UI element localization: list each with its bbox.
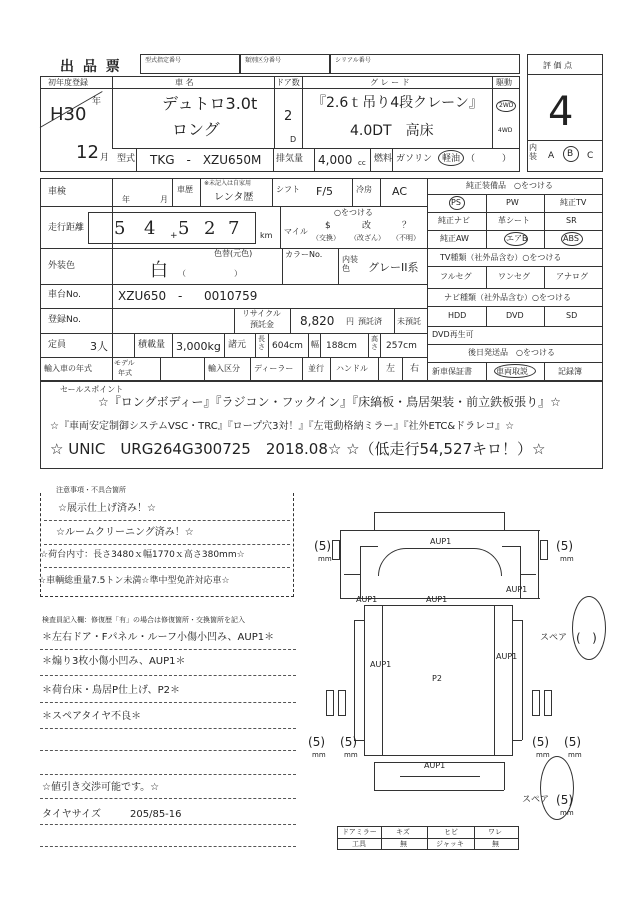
mileage-plus: +	[170, 231, 178, 241]
inspector-line-1: ＊左右ドア・Fパネル・ルーフ小傷小凹み、AUP1＊	[42, 632, 275, 643]
inspector-label: 検査員記入欄：修復歴「有」の場合は修復箇所・交換箇所を記入	[42, 616, 245, 624]
after-label: 後日発送品 ○をつける	[468, 348, 555, 357]
grade-label: グ レ ー ド	[370, 78, 410, 87]
recycle-value: 8,820	[300, 314, 335, 328]
mileage-d1: 5	[114, 218, 126, 239]
doors-suffix: D	[290, 135, 297, 144]
mm-rear-right-inner: mm	[536, 751, 550, 759]
inner-a: A	[548, 151, 555, 161]
navi-label: ナビ種類（社外品含む）○をつける	[444, 293, 571, 302]
inspect-month-unit: 月	[160, 195, 168, 204]
note-line-4: ☆車輌総重量7.5トン未満☆準中型免許対応車☆	[38, 576, 230, 586]
drive-2wd: 2WD	[499, 102, 514, 109]
doors-label: ドア数	[276, 78, 300, 87]
shift-label: シフト	[276, 185, 300, 194]
equip-airbag: エアB	[506, 234, 528, 243]
len-value: 604cm	[272, 341, 303, 351]
car-name: デュトロ3.0t	[162, 94, 258, 113]
mileage-dollar: $	[325, 221, 331, 231]
diag-aup1-front: AUP1	[426, 595, 448, 604]
cap-value: 3人	[90, 340, 108, 353]
chassis-label: 車台No.	[48, 290, 81, 300]
drive-label: 駆動	[496, 78, 512, 87]
dealer-option: ディーラー	[254, 364, 294, 373]
handle-right: 右	[410, 364, 420, 374]
equip-tv: 純正TV	[560, 198, 587, 207]
mileage-mod: 改	[362, 221, 372, 231]
height-value: 257cm	[386, 341, 417, 351]
width-value: 188cm	[326, 341, 357, 351]
navi-hdd: HDD	[448, 311, 467, 320]
tread-front-right: (5)	[556, 539, 574, 553]
inner-color-label: 内装 色	[342, 255, 358, 273]
mm-front-right: mm	[560, 555, 574, 563]
spare-label-upper: スペア	[540, 633, 568, 643]
diag-aup1-right-door: AUP1	[506, 585, 528, 594]
handle-label: ハンドル	[336, 364, 368, 373]
legend-h1: ドアミラー	[342, 828, 377, 836]
outer-color-label: 外装色	[48, 261, 76, 271]
miles-label: マイル	[284, 227, 308, 236]
score-value: 4	[548, 89, 574, 135]
model-designation-box[interactable]	[140, 54, 240, 74]
diag-aup1-rear: AUP1	[424, 761, 446, 770]
serial-label: シリアル番号	[335, 57, 371, 64]
inspect-year-unit: 年	[122, 195, 130, 204]
inspector-line-4: ＊スペアタイヤ不良＊	[42, 711, 142, 722]
dvd-play-label: DVD再生可	[432, 330, 474, 339]
ac-value: AC	[392, 185, 408, 198]
history-label: 車歴	[177, 185, 193, 194]
tire-label: タイヤサイズ	[42, 809, 101, 820]
cc-unit: cc	[358, 159, 366, 167]
legend-v1: 工具	[352, 840, 366, 848]
mileage-d4: 2	[204, 218, 216, 239]
tread-front-left: (5)	[314, 539, 332, 553]
tread-rear-right-outer: (5)	[564, 735, 582, 749]
inner-c: C	[587, 151, 594, 161]
mileage-unknown: ？	[402, 221, 412, 231]
displacement-label: 排気量	[276, 154, 304, 164]
cap-label: 定員	[48, 340, 67, 350]
grade-line2: 4.0DT 高床	[350, 123, 434, 139]
chassis-value1: XZU650	[118, 289, 167, 303]
recycle-unpaid: 未預託	[397, 317, 421, 326]
after-records: 記録簿	[558, 367, 582, 376]
chassis-dash: -	[178, 289, 183, 303]
sales-line1: ☆『ロングボディー』『ラジコン・フックイン』『床縞板・鳥居架装・前立鉄板張り』☆	[98, 395, 561, 409]
after-manual: 車両取説	[496, 367, 528, 376]
navi-sd: SD	[566, 311, 578, 320]
car-sub: ロング	[172, 120, 220, 139]
diag-aup1-left-door: AUP1	[356, 595, 378, 604]
tread-rear-right-inner: (5)	[532, 735, 550, 749]
drive-4wd: 4WD	[498, 127, 513, 134]
sales-line2: ☆『車両安定制御システムVSC・TRC』『ロープ穴3対！』『左電動格納ミラー』『社外ETC&ドラレコ』☆	[50, 421, 515, 432]
displacement-value: 4,000	[318, 153, 353, 167]
dims-label: 諸元	[228, 340, 247, 350]
mm-front-left: mm	[318, 555, 332, 563]
handle-left: 左	[386, 364, 396, 374]
model-designation-label: 型式指定番号	[145, 57, 182, 64]
height-label: 高 さ	[371, 335, 378, 351]
note-line-3: ☆荷台内寸：長さ3480ｘ幅1770ｘ高さ380mm☆	[40, 550, 245, 560]
color-no-label: 色替(元色)	[214, 249, 253, 258]
inner-color-value: グレーII系	[368, 261, 419, 274]
spare-upper-paren: ( )	[576, 631, 597, 645]
chassis-value2: 0010759	[204, 289, 258, 303]
notes-label: 注意事項・不具合箇所	[56, 486, 126, 494]
inspector-line-3: ＊荷台床・鳥居P仕上げ、P2＊	[42, 685, 181, 696]
page-title: 出 品 票	[60, 59, 122, 75]
inspector-line-2: ＊煽り3枚小傷小凹み、AUP1＊	[42, 656, 186, 667]
import-cat-label: 輸入区分	[208, 364, 240, 373]
tread-rear-left-outer: (5)	[308, 735, 326, 749]
equip-leather: 革シート	[498, 216, 530, 225]
recycle-label2: 預託金	[250, 320, 274, 329]
color-paren: （ ）	[178, 269, 242, 278]
legend-h3: ヒビ	[444, 828, 458, 836]
load-label: 積載量	[138, 340, 166, 350]
inspector-line-7: ☆値引き交渉可能です。☆	[42, 782, 160, 793]
recycle-unit: 円	[346, 317, 354, 326]
mileage-d5: 7	[228, 218, 240, 239]
len-label: 長 さ	[258, 335, 265, 351]
import-label: 輸入車の年式	[44, 364, 92, 373]
legend-v4: 無	[492, 840, 499, 848]
shift-value: F/5	[316, 185, 334, 198]
color-code-label: カラーNo.	[285, 250, 323, 259]
mm-rear-left-inner: mm	[344, 751, 358, 759]
diag-aup1-right-gate: AUP1	[496, 652, 518, 661]
history-value: レンタ歴	[214, 192, 254, 203]
equip-label: 純正装備品 ○をつける	[466, 181, 553, 190]
recycle-paid: 預託済	[358, 317, 382, 326]
first-reg-label: 初年度登録	[48, 78, 88, 87]
model-year-label1: モデル	[114, 359, 135, 367]
tread-rear-left-inner: (5)	[340, 735, 358, 749]
history-note: ※未記入は自家用	[204, 180, 252, 187]
year-unit: 年	[92, 97, 102, 107]
diag-p2: P2	[432, 674, 442, 683]
serial-box[interactable]	[330, 54, 520, 74]
fuel-label: 燃料	[374, 154, 393, 164]
tv-oneseg: ワンセグ	[498, 272, 530, 281]
after-warranty: 新車保証書	[432, 367, 472, 376]
parallel-option: 並行	[308, 364, 324, 373]
legend-v2: 無	[400, 840, 407, 848]
mm-rear-right-outer: mm	[568, 751, 582, 759]
model-year-label2: 年式	[118, 369, 132, 377]
doors-value: 2	[284, 109, 293, 124]
width-label: 幅	[311, 340, 319, 349]
legend-v3: ジャッキ	[436, 840, 464, 848]
type-label: 型式	[117, 154, 136, 164]
diag-aup1-left-gate: AUP1	[370, 660, 392, 669]
ac-label: 冷房	[356, 185, 372, 194]
tv-fullseg: フルセグ	[440, 272, 472, 281]
mileage-unknown-paren: （不明）	[392, 234, 420, 242]
tv-analog: アナログ	[556, 272, 588, 281]
category-label: 類別区分番号	[245, 57, 282, 64]
mm-spare-lower: mm	[560, 809, 574, 817]
mileage-d2: 4	[144, 218, 156, 239]
note-line-1: ☆展示仕上げ済み！☆	[58, 503, 156, 514]
mileage-label: 走行距離	[48, 223, 85, 233]
month-unit: 月	[100, 153, 110, 163]
car-name-label: 車 名	[175, 78, 194, 87]
mileage-circle-label: ○をつける	[334, 208, 373, 217]
fuel-gasoline: ガソリン	[396, 154, 433, 164]
mm-rear-left-outer: mm	[312, 751, 326, 759]
tv-label: TV種類（社外品含む）○をつける	[440, 253, 562, 262]
equip-sr: SR	[566, 216, 577, 225]
equip-pw: PW	[506, 198, 519, 207]
equip-ps: PS	[451, 198, 461, 207]
note-line-2: ☆ルームクリーニング済み！☆	[56, 527, 194, 538]
type-value: TKG - XZU650M	[150, 153, 262, 167]
recycle-label1: リサイクル	[242, 309, 281, 318]
legend-h2: キズ	[396, 828, 410, 836]
equip-navi: 純正ナビ	[438, 216, 470, 225]
mileage-exchange: （交換）	[312, 234, 340, 242]
reg-label: 登録No.	[48, 315, 81, 325]
fuel-other: （ ）	[466, 154, 512, 164]
first-reg-era: H30	[50, 104, 87, 125]
equip-abs: ABS	[563, 234, 579, 243]
fuel-diesel: 軽油	[442, 154, 461, 164]
grade-line1: 『2.6ｔ吊り4段クレーン』	[312, 95, 483, 111]
outer-color-value: 白	[150, 260, 168, 281]
sales-line3: ☆ UNIC URG264G300725 2018.08☆ ☆（低走行54,527キロ！）☆	[50, 440, 546, 458]
navi-dvd: DVD	[506, 311, 524, 320]
sales-label: セールスポイント	[60, 385, 124, 394]
legend-h4: ワレ	[488, 828, 502, 836]
score-label: 評 価 点	[543, 61, 573, 70]
inner-label: 内 装	[529, 143, 537, 161]
spare-label-lower: スペア	[522, 795, 550, 805]
mileage-d3: 5	[178, 218, 190, 239]
category-box[interactable]	[240, 54, 330, 74]
first-reg-month: 12	[76, 142, 99, 163]
inner-b: B	[567, 149, 574, 159]
spare-lower-tread: (5)	[556, 793, 574, 807]
diag-aup1-roof: AUP1	[430, 537, 452, 546]
inspect-label: 車検	[48, 187, 67, 197]
tire-value: 205/85-16	[130, 809, 182, 820]
load-value: 3,000kg	[176, 340, 221, 353]
equip-aw: 純正AW	[440, 234, 469, 243]
mileage-tamper: （改ざん）	[350, 234, 385, 242]
km-unit: km	[260, 231, 273, 240]
